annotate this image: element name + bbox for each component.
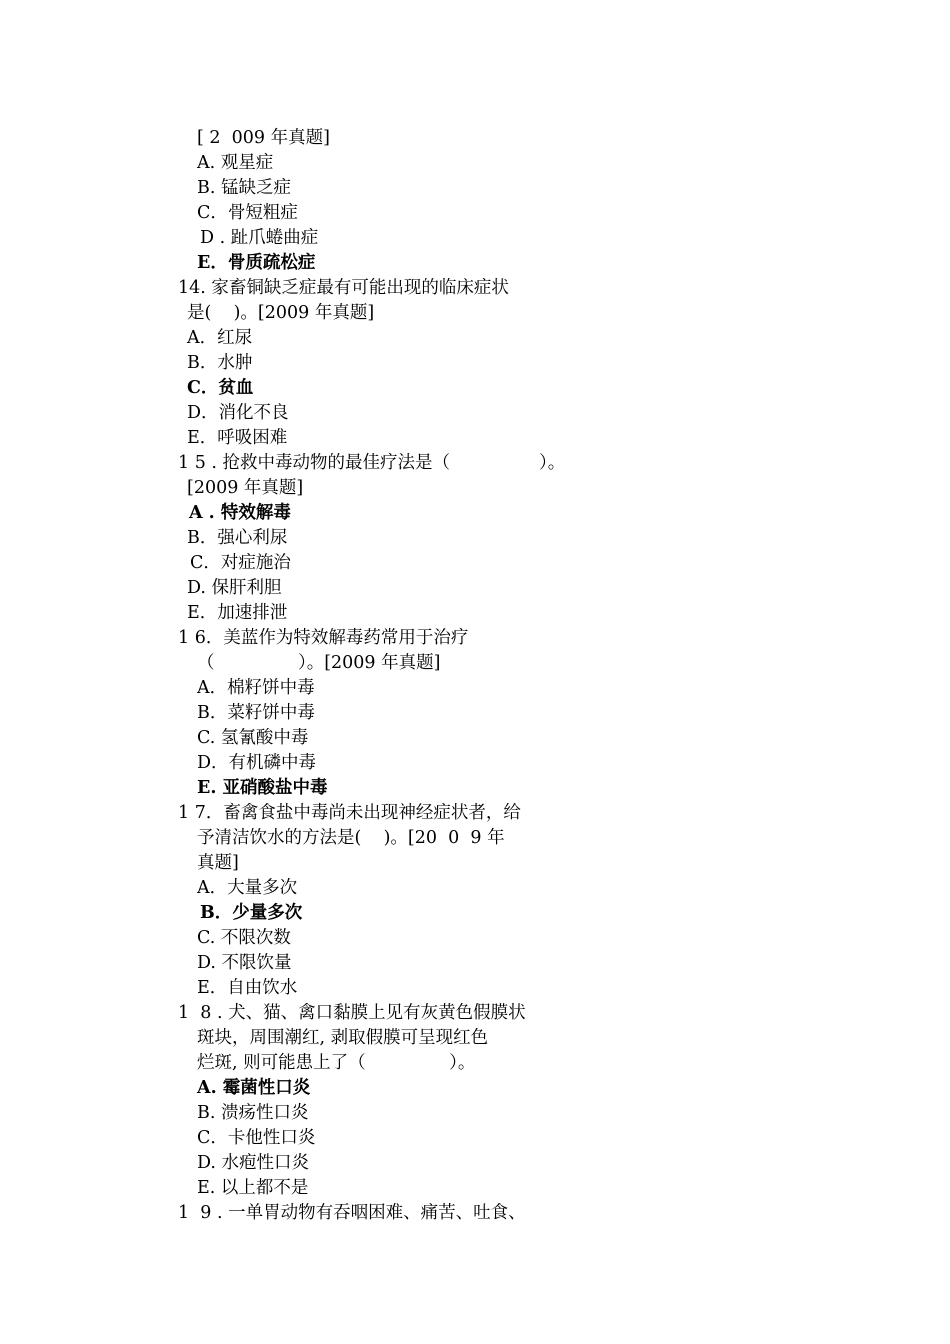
option-c-answer: C．贫血 bbox=[187, 378, 254, 398]
option-d: D . 趾爪蜷曲症 bbox=[200, 228, 319, 248]
option-b: B．水肿 bbox=[187, 353, 253, 373]
option-c: C. 氢氰酸中毒 bbox=[197, 728, 309, 748]
option-d: D．有机磷中毒 bbox=[197, 753, 317, 773]
text-line: [ 2 009 年真题] bbox=[197, 128, 330, 148]
option-b: B. 锰缺乏症 bbox=[197, 178, 291, 198]
option-c: C. 不限次数 bbox=[197, 928, 291, 948]
option-a-answer: A . 特效解毒 bbox=[189, 503, 291, 523]
question-17: 1 7．畜禽食盐中毒尚未出现神经症状者，给 bbox=[178, 803, 521, 823]
option-e-answer: E. 亚硝酸盐中毒 bbox=[197, 778, 328, 798]
option-c: C．骨短粗症 bbox=[197, 203, 298, 223]
option-e: E．加速排泄 bbox=[187, 603, 288, 623]
option-a: A. 观星症 bbox=[197, 153, 274, 173]
option-c: C．卡他性口炎 bbox=[197, 1128, 316, 1148]
question-14-cont: 是( )。[2009 年真题] bbox=[187, 303, 375, 323]
question-16: 1 6．美蓝作为特效解毒药常用于治疗 bbox=[178, 628, 469, 648]
option-a-answer: A. 霉菌性口炎 bbox=[197, 1078, 311, 1098]
option-b-answer: B．少量多次 bbox=[200, 903, 303, 923]
question-17-cont: 真题] bbox=[197, 853, 239, 873]
option-e-answer: E．骨质疏松症 bbox=[197, 253, 316, 273]
option-b: B．菜籽饼中毒 bbox=[197, 703, 315, 723]
question-15: 1 5 . 抢救中毒动物的最佳疗法是（ ）。 bbox=[178, 453, 566, 473]
question-16-cont: （ ）。[2009 年真题] bbox=[197, 653, 441, 673]
question-18-cont: 烂斑, 则可能患上了（ ）。 bbox=[197, 1053, 476, 1073]
option-e: E. 以上都不是 bbox=[197, 1178, 309, 1198]
option-d: D. 不限饮量 bbox=[197, 953, 292, 973]
option-c: C．对症施治 bbox=[190, 553, 291, 573]
option-e: E．自由饮水 bbox=[197, 978, 298, 998]
option-d: D．消化不良 bbox=[187, 403, 289, 423]
option-a: A．棉籽饼中毒 bbox=[197, 678, 315, 698]
option-b: B．强心利尿 bbox=[187, 528, 288, 548]
option-d: D. 水疱性口炎 bbox=[197, 1153, 310, 1173]
option-a: A．大量多次 bbox=[197, 878, 298, 898]
option-a: A．红尿 bbox=[187, 328, 253, 348]
question-18: 1 8 . 犬、猫、禽口黏膜上见有灰黄色假膜状 bbox=[178, 1003, 526, 1023]
option-e: E．呼吸困难 bbox=[187, 428, 288, 448]
question-14: 14. 家畜铜缺乏症最有可能出现的临床症状 bbox=[178, 278, 509, 298]
question-19: 1 9 . 一单胃动物有吞咽困难、痛苦、吐食、 bbox=[178, 1203, 526, 1223]
option-d: D. 保肝利胆 bbox=[187, 578, 282, 598]
question-17-cont: 予清洁饮水的方法是( )。[20 0 9 年 bbox=[197, 828, 505, 848]
question-18-cont: 斑块，周围潮红, 剥取假膜可呈现红色 bbox=[197, 1028, 489, 1048]
option-b: B. 溃疡性口炎 bbox=[197, 1103, 309, 1123]
question-15-cont: [2009 年真题] bbox=[187, 478, 304, 498]
